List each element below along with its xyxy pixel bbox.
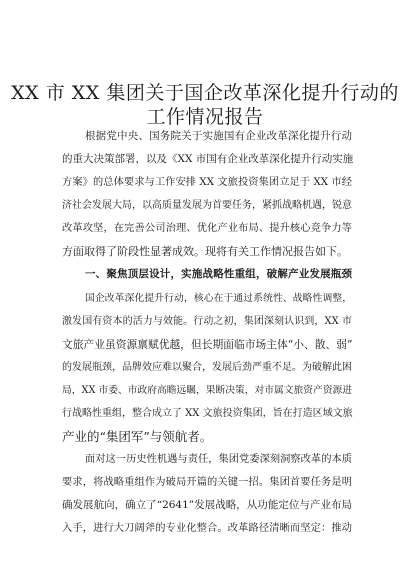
document-title-line-2: 工作情况报告 <box>146 106 264 128</box>
paragraph-line: 的发展瓶颈，品牌效应难以聚合，发展后劲严重不足。为破解此困 <box>62 362 352 373</box>
paragraph-line: 的重大决策部署，以及《XX 市国有企业改革深化提升行动实施 <box>62 153 354 165</box>
paragraph-line: 激发国有资本的活力与效能。行动之初，集团深刻认识到，XX 市 <box>62 316 352 327</box>
paragraph-line: 改革攻坚，在完善公司治理、优化产业布局、提升核心竞争力等 <box>62 222 352 234</box>
section-heading: 一、聚焦顶层设计，实施战略性重组，破解产业发展瓶颈 <box>85 268 352 280</box>
document-title-line-1: XX 市 XX 集团关于国企改革深化提升行动的 <box>11 82 399 104</box>
paragraph-line: 方案》的总体要求与工作安排 XX 文旅投资集团立足于 XX 市经 <box>62 176 352 188</box>
paragraph-line: 确发展航向，确立了“2641”发展战略，从功能定位与产业布局 <box>62 499 352 511</box>
paragraph-line: 局，XX 市委、市政府高瞻远瞩，果断决策，对市属文旅资产资源进 <box>62 385 352 396</box>
paragraph-line: 根据党中央、国务院关于实施国有企业改革深化提升行动 <box>85 130 352 142</box>
paragraph-line: 入手，进行大刀阔斧的专业化整合。改革路径清晰而坚定：推动 <box>62 522 352 534</box>
paragraph-line: 面对这一历史性机遇与责任，集团党委深刻洞察改革的本质 <box>85 453 352 465</box>
paragraph-line: 国企改革深化提升行动，核心在于通过系统性、战略性调整， <box>85 293 352 304</box>
paragraph-line: 文旅产业虽资源禀赋优越，但长期面临市场主体“小、散、弱” <box>62 338 353 351</box>
paragraph-line: 行战略性重组，整合成立了 XX 文旅投资集团，旨在打造区域文旅 <box>62 408 353 419</box>
paragraph-line: 方面取得了阶段性显著成效。现将有关工作情况报告如下。 <box>62 245 348 258</box>
paragraph-line: 产业的“集团军”与领航者。 <box>62 429 213 444</box>
paragraph-line: 济社会发展大局，以高质量发展为首要任务，紧抓战略机遇，锐意 <box>62 200 352 211</box>
paragraph-line: 要求，将战略重组作为破局开篇的关键一招。集团首要任务是明 <box>62 476 352 488</box>
